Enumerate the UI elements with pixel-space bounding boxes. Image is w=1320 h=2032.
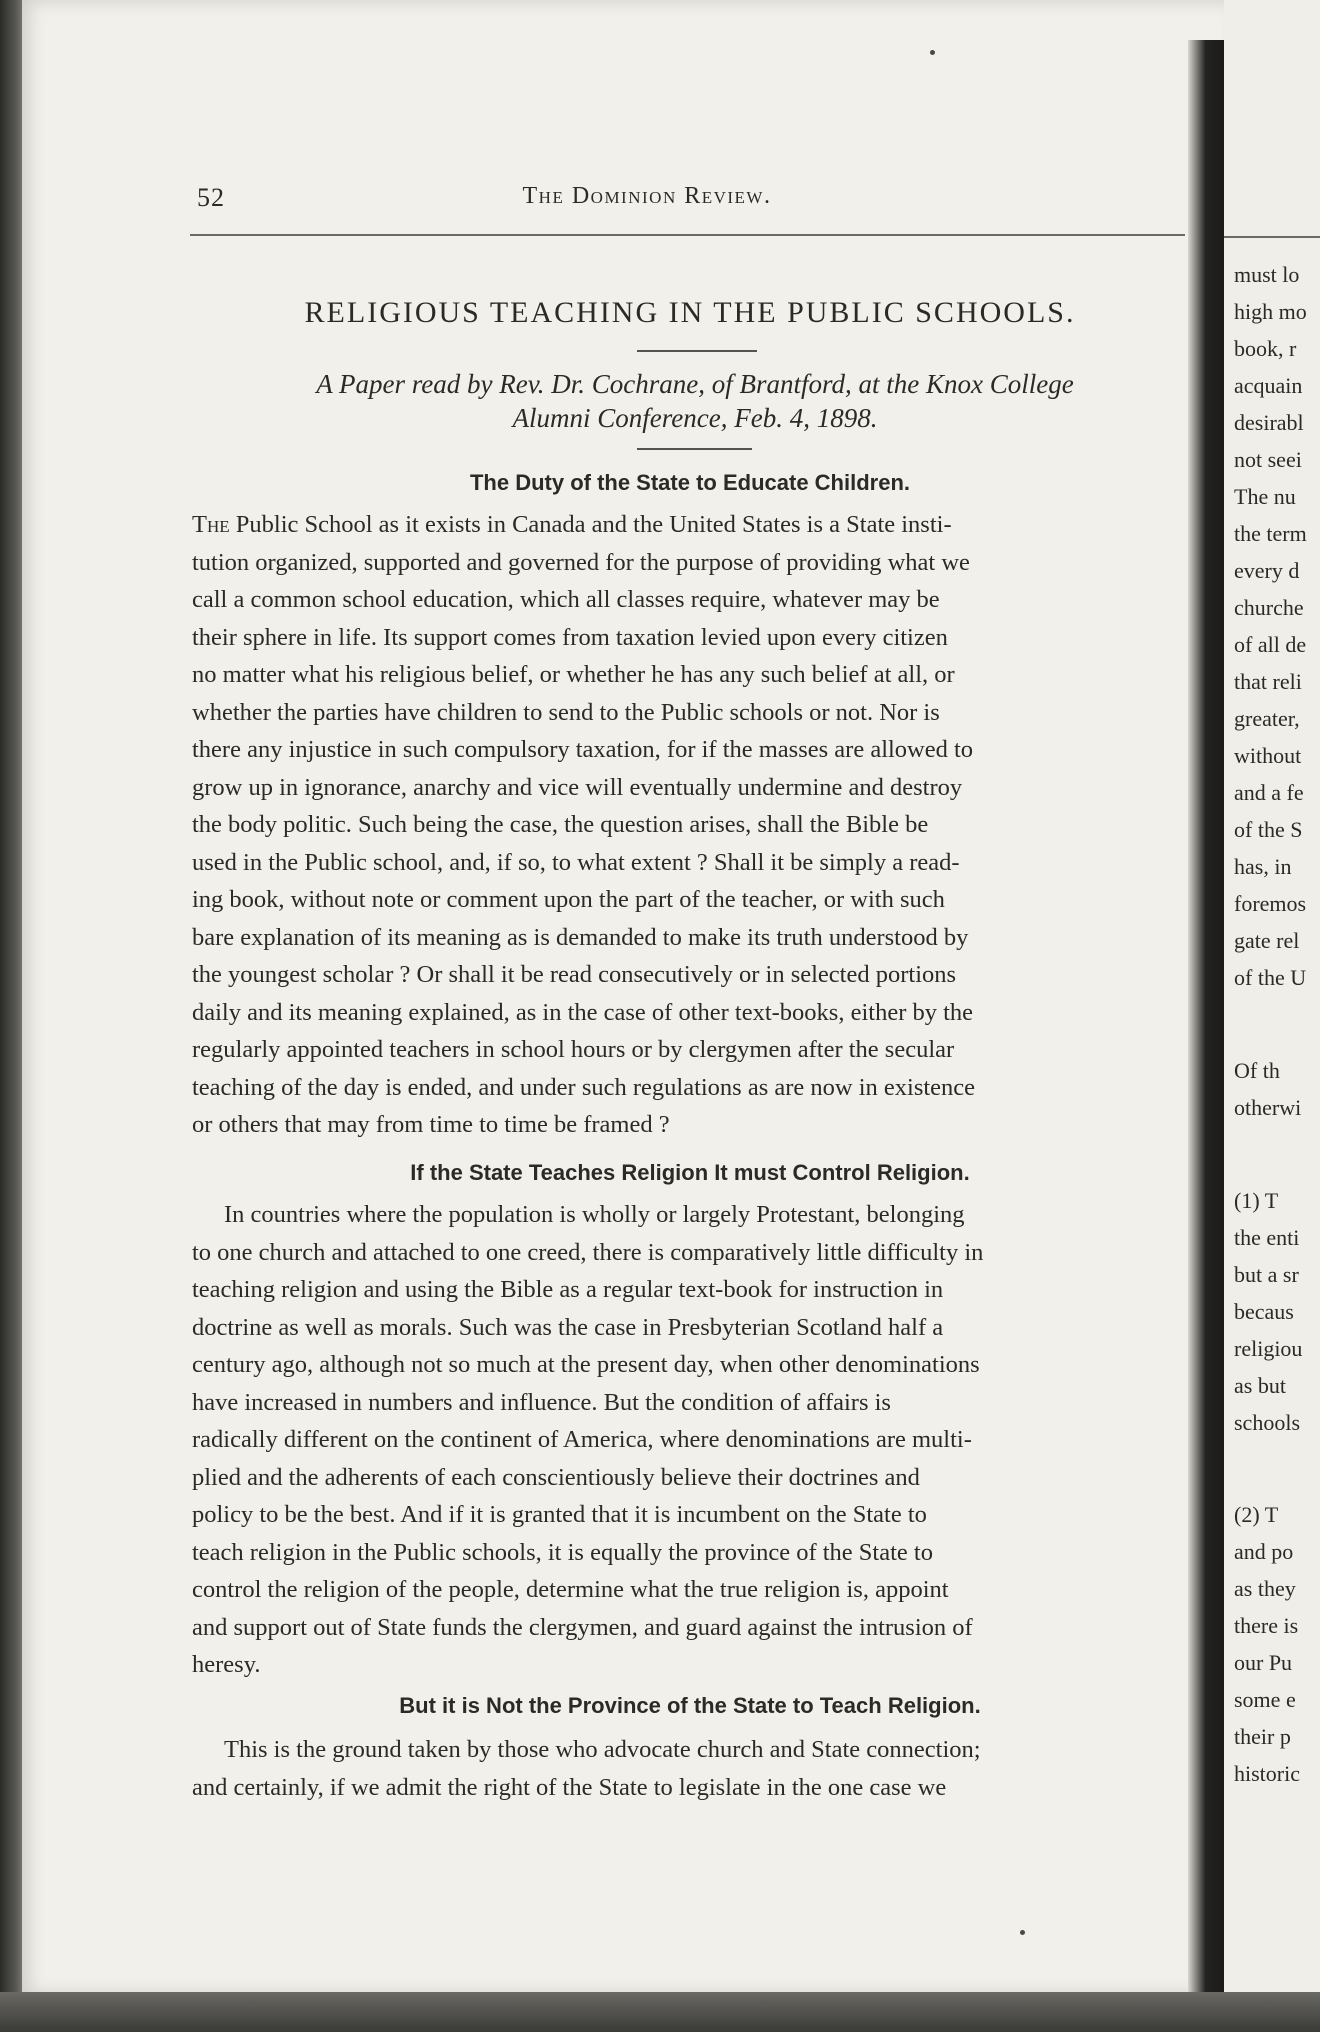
text-line: regularly appointed teachers in school hours or by clergymen after the secular xyxy=(192,1036,955,1063)
text-line: doctrine as well as morals. Such was the case in Presbyterian Scotland half a xyxy=(192,1313,944,1341)
facing-page-line: foremos xyxy=(1234,891,1307,916)
text-line: the body politic. Such being the case, the question arises, shall the Bible be xyxy=(192,811,929,838)
facing-page-line: of all de xyxy=(1234,632,1307,657)
text-line: plied and the adherents of each conscientiously believe their doctrines and xyxy=(192,1463,920,1491)
text-line: call a common school education, which all classes require, whatever may be xyxy=(192,586,940,613)
facing-page-line: but a sr xyxy=(1234,1262,1299,1287)
facing-page-line: high mo xyxy=(1234,299,1307,324)
facing-page-line: some e xyxy=(1234,1687,1296,1712)
text-line: In countries where the population is wholly or largely Protestant, belonging xyxy=(224,1201,965,1228)
text-line: heresy. xyxy=(192,1651,261,1678)
facing-page-line: has, in xyxy=(1234,854,1292,879)
text-line: tution organized, supported and governed for the purpose of providing what we xyxy=(192,548,970,576)
facing-page-line: Of th xyxy=(1234,1058,1280,1083)
text-line: bare explanation of its meaning as is demanded to make its truth understood by xyxy=(192,923,969,951)
facing-page-line: otherwi xyxy=(1234,1095,1302,1120)
text-line: grow up in ignorance, anarchy and vice will eventually undermine and destroy xyxy=(192,773,963,801)
facing-page-line: gate rel xyxy=(1234,928,1300,953)
text-line: there any injustice in such compulsory taxation, for if the masses are allowed to xyxy=(192,736,974,763)
facing-page-line: book, r xyxy=(1234,336,1297,361)
facing-page-line: as but xyxy=(1234,1373,1286,1398)
facing-page-line: their p xyxy=(1234,1724,1291,1749)
text-line: used in the Public school, and, if so, to what extent ? Shall it be simply a read- xyxy=(192,848,960,876)
text-line: their sphere in life. Its support comes from taxation levied upon every citizen xyxy=(192,623,948,651)
facing-page-line: and po xyxy=(1234,1539,1294,1564)
scan-speck xyxy=(930,50,935,55)
facing-page-header-rule xyxy=(1224,236,1320,238)
facing-page-line: (1) T xyxy=(1234,1188,1279,1213)
page-header xyxy=(197,183,1187,223)
lead-word: The xyxy=(192,511,230,538)
facing-page-line: without xyxy=(1234,743,1302,768)
facing-page-line: schools xyxy=(1234,1410,1300,1435)
facing-page-line: religiou xyxy=(1234,1336,1303,1361)
section-heading-1: The Duty of the State to Educate Children. xyxy=(469,470,911,495)
facing-page-line: the term xyxy=(1234,521,1307,546)
facing-page-line: of the U xyxy=(1234,965,1307,990)
facing-page-line: greater, xyxy=(1234,706,1300,731)
text-line: teaching religion and using the Bible as a regular text-book for instruction in xyxy=(192,1276,944,1303)
header-rule xyxy=(190,234,1185,236)
text-line: control the religion of the people, determine what the true religion is, appoint xyxy=(192,1576,949,1603)
text-line: teach religion in the Public schools, it is equally the province of the State to xyxy=(192,1538,933,1566)
facing-page-line: the enti xyxy=(1234,1225,1300,1250)
facing-page-line: The nu xyxy=(1234,484,1296,509)
text-line: This is the ground taken by those who advocate church and State connection; xyxy=(224,1736,981,1763)
text-line: ing book, without note or comment upon the part of the teacher, or with such xyxy=(192,886,945,913)
article-title: RELIGIOUS TEACHING IN THE PUBLIC SCHOOLS. xyxy=(304,296,1076,329)
text-line: no matter what his religious belief, or whether he has any such belief at all, or xyxy=(192,661,955,688)
text-line: and certainly, if we admit the right of the State to legislate in the one case we xyxy=(192,1773,947,1801)
paragraph-2 xyxy=(192,1196,1190,1684)
text-line: to one church and attached to one creed, there is comparatively little difficulty in xyxy=(192,1238,984,1266)
section-heading-3: But it is Not the Province of the State to Teach Religion. xyxy=(399,1693,981,1718)
text-line: the youngest scholar ? Or shall it be read consecutively or in selected portions xyxy=(192,961,957,988)
facing-page-line: (2) T xyxy=(1234,1502,1279,1527)
facing-page-line: historic xyxy=(1234,1761,1300,1786)
text-line: and support out of State funds the clergymen, and guard against the intrusion of xyxy=(192,1613,973,1641)
facing-page xyxy=(1224,0,1320,1995)
byline-line-2: Alumni Conference, Feb. 4, 1898. xyxy=(512,403,878,433)
text-line: or others that may from time to time be framed ? xyxy=(192,1111,670,1138)
facing-page-line: and a fe xyxy=(1234,780,1304,805)
facing-page-line: as they xyxy=(1234,1576,1296,1601)
facing-page-line: must lo xyxy=(1234,262,1300,287)
text-line: teaching of the day is ended, and under such regulations as are now in existence xyxy=(192,1073,976,1101)
scan-speck xyxy=(1020,1930,1025,1935)
facing-page-line: that reli xyxy=(1234,669,1302,694)
byline xyxy=(190,367,1200,435)
text-line: century ago, although not so much at the present day, when other denominations xyxy=(192,1351,980,1378)
text-line: daily and its meaning explained, as in the case of other text-books, either by the xyxy=(192,998,974,1026)
facing-page-line: churche xyxy=(1234,595,1304,620)
facing-page-line: our Pu xyxy=(1234,1650,1293,1675)
facing-page-line: of the S xyxy=(1234,817,1303,842)
running-head: The Dominion Review. xyxy=(522,183,772,209)
facing-page-line: desirabl xyxy=(1234,410,1304,435)
title-divider xyxy=(637,350,757,352)
paragraph-1 xyxy=(192,506,1190,1144)
text-line: have increased in numbers and influence. But the condition of affairs is xyxy=(192,1388,891,1416)
text-line: whether the parties have children to send to the Public schools or not. Nor is xyxy=(192,698,940,726)
facing-page-line: there is xyxy=(1234,1613,1299,1638)
facing-page-line: not seei xyxy=(1234,447,1302,472)
byline-line-1: A Paper read by Rev. Dr. Cochrane, of Brantford, at the Knox College xyxy=(316,369,1074,399)
byline-divider xyxy=(637,448,752,450)
section-heading-2: If the State Teaches Religion It must Control Religion. xyxy=(410,1160,970,1185)
facing-page-line: acquain xyxy=(1234,373,1303,398)
paragraph-3 xyxy=(192,1731,1190,1806)
facing-page-line: becaus xyxy=(1234,1299,1294,1324)
text-line: The Public School as it exists in Canada and the United States is a State insti- xyxy=(192,511,952,538)
scan-bottom-edge xyxy=(0,1992,1320,2032)
page-number: 52 xyxy=(197,183,225,212)
text-line: radically different on the continent of America, where denominations are multi- xyxy=(192,1426,972,1453)
text-line: policy to be the best. And if it is granted that it is incumbent on the State to xyxy=(192,1501,927,1528)
facing-page-line: every d xyxy=(1234,558,1300,583)
